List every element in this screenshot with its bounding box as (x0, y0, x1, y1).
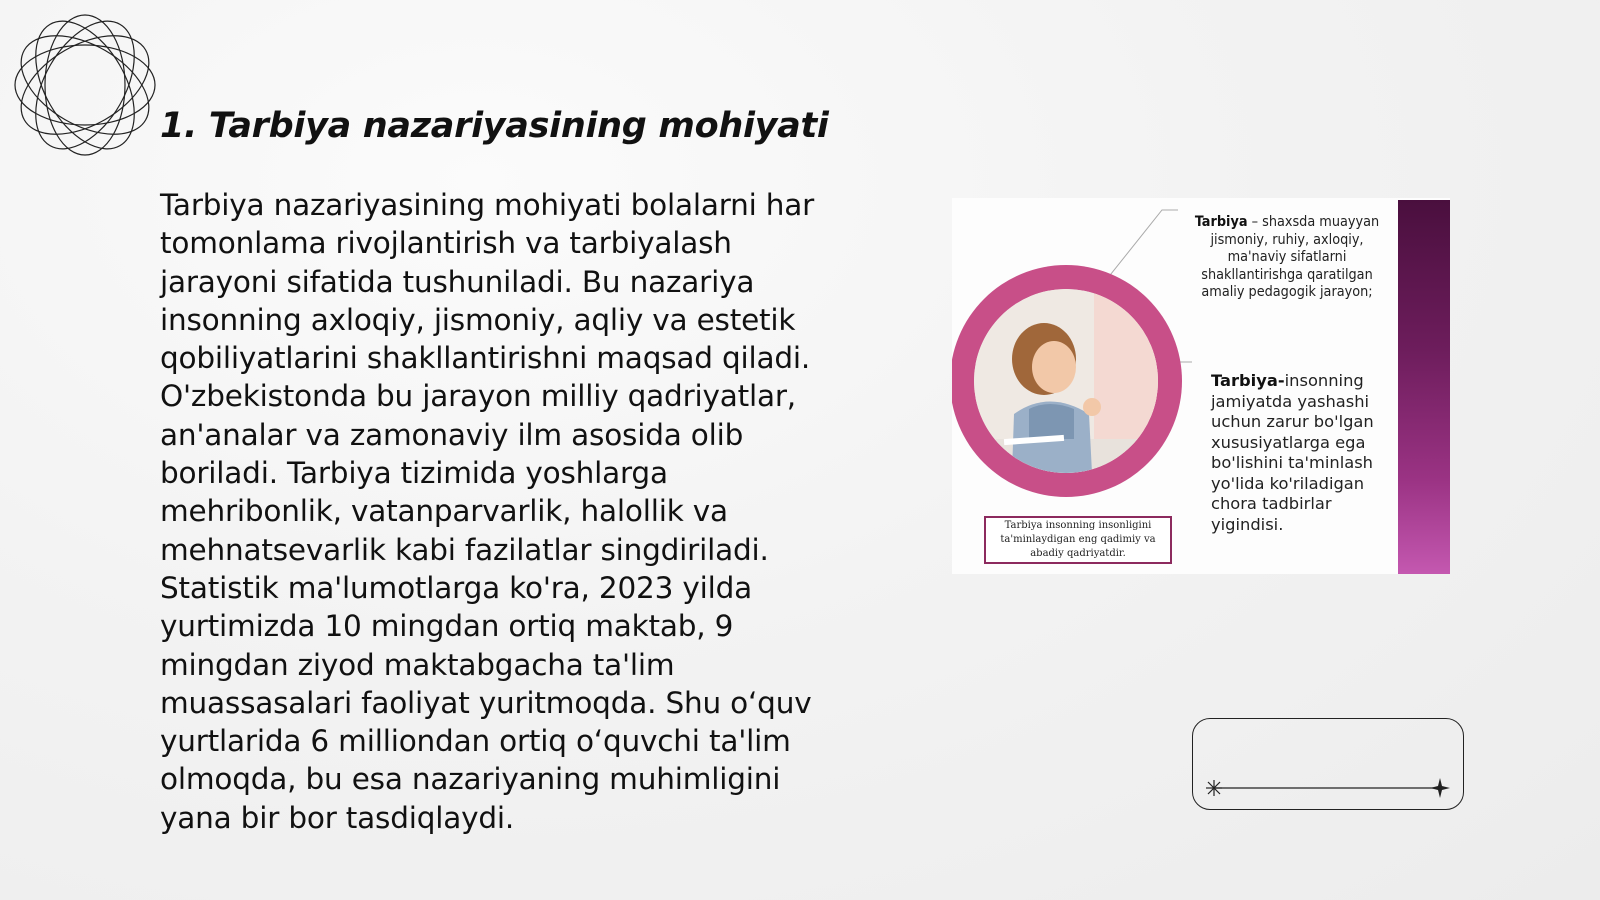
slide-title: 1. Tarbiya nazariyasining mohiyati (160, 106, 829, 146)
body-paragraph: Tarbiya nazariyasining mohiyati bolalarni har tomonlama rivojlantirish va tarbiyalash jarayoni sifatida tushuniladi. Bu nazariya insonning axloqiy, jismoniy, aqliy va estetik qobiliyatlarini shakllantirishni maqsad qiladi. O'zbekistonda bu jarayon milliy qadriyatlar, an'analar va zamonaviy ilm asosida olib boriladi. Tarbiya tizimida yoshlarga mehribonlik, vatanparvarlik, halollik va mehnatsevarlik kabi fazilatlar singdiriladi. Statistik ma'lumotlarga ko'ra, 2023 yilda yurtimizda 10 mingdan ortiq maktab, 9 mingdan ziyod maktabgacha ta'lim muassasalari faoliyat yuritmoqda. Shu o‘quv yurtlarida 6 milliondan ortiq o‘quvchi ta'lim olmoqda, bu esa nazariyaning muhimligini yana bir bor tasdiqlaydi. (160, 188, 815, 835)
figure-caption: Tarbiya insonning insonligini ta'minlaydigan eng qadimiy va abadiy qadriyatdir. (1000, 520, 1156, 559)
definition-two: Tarbiya-insonning jamiyatda yashashi uchun zarur bo'lgan xususiyatlarga ega bo'lishini ta'minlash yo'lida ko'riladigan chora tadbirlar yigindisi. (1211, 371, 1374, 534)
orbit-logo-icon (10, 10, 160, 160)
figure-caption-box (984, 516, 1172, 564)
tarbiya-definition-figure (952, 198, 1450, 574)
sparkle-line-icon (1200, 776, 1462, 802)
child-photo (974, 289, 1158, 473)
definition-one: Tarbiya – shaxsda muayyan jismoniy, ruhiy, axloqiy, ma'naviy sifatlarni shakllantirishga qaratilgan amaliy pedagogik jarayon; (1194, 214, 1380, 300)
